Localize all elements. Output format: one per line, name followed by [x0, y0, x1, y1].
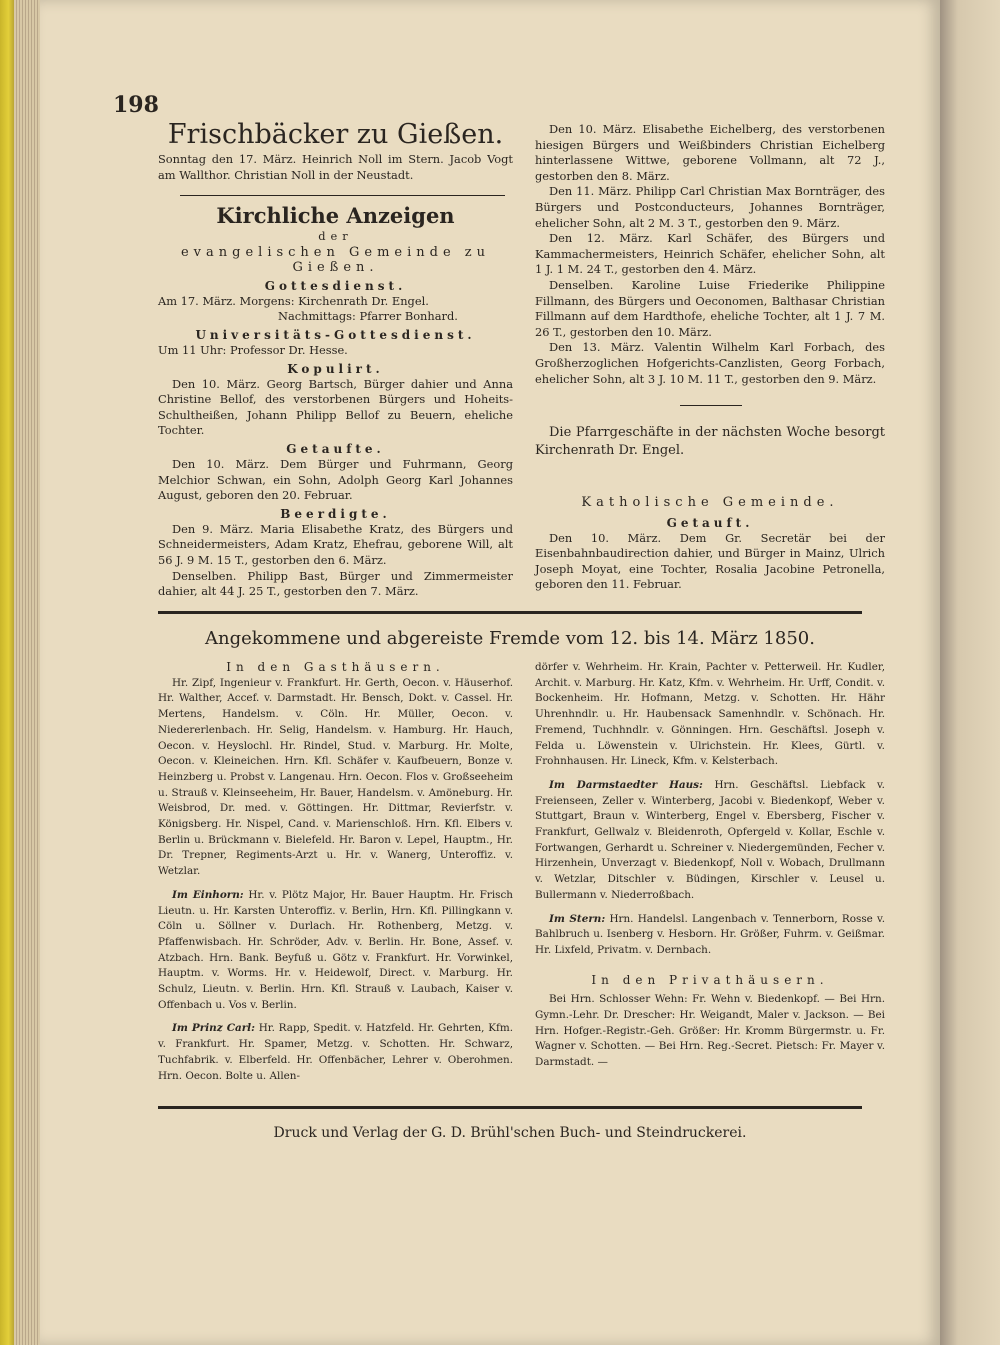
- einhorn-text: Hr. v. Plötz Major, Hr. Bauer Hauptm. Hr. Frisch Lieutn. u. Hr. Karsten Unteroffiz. v. Berlin, Hrn. Kfl. Pillingkann v. Cöln u. Söllner v. Durlach. Hr. Rothenberg, Metzg. v. Pfaffenwisbach. Hr. Schröder, Adv. v. Berlin. Hr. Bone, Assef. v. Atzbach. Hrn. Bank. Beyfuß u. Götz v. Frankfurt. Hr. Vorwinkel, Hauptm. v. Worms. Hr. v. Heidewolf, Direct. v. Marburg. Hr. Schulz, Lieutn. v. Berlin. Hrn. Kfl. Strauß v. Laubach, Kaiser v. Offenbach u. Vos v. Berlin.: [158, 888, 513, 1011]
- page-stack-edge: [14, 0, 40, 1345]
- kirchliche-gemeinde: evangelischen Gemeinde zu Gießen.: [180, 244, 490, 276]
- frischbaecker-title: Frischbäcker zu Gießen.: [167, 119, 504, 150]
- einhorn-label: Im Einhorn:: [172, 888, 244, 901]
- book-spine-edge: [0, 0, 14, 1345]
- fremde-right-text: dörfer v. Wehrheim. Hr. Krain, Pachter v. Petterweil. Hr. Kudler, Archit. v. Marburg. Hr. Katz, Kfm. v. Wehrheim. Hr. Urff, Condit. v. Bockenheim. Hr. Hofmann, Metzg. v. Schotten. Hr. Hähr Uhrenhndlr. u. Hr. Haubensack Samenhndlr. v. Schönach. Hr. Fremend, Tuchhndlr. v. Gönningen. Hrn. Geschäftsl. Joseph v. Felda u. Löwenstein v. Ulrichstein. Hr. Klees, Gürtl. v. Frohnhausen. Hr. Lineck, Kfm. v. Kelsterbach.: [535, 661, 885, 768]
- kopulirt-heading: Kopulirt.: [287, 361, 384, 376]
- beerdigte-text-1: Den 9. März. Maria Elisabethe Kratz, des Bürgers und Schneidermeisters, Adam Kratz, Ehefrau, geborene Will, alt 56 J. 9 M. 15 T., gestorben den 6. März.: [158, 521, 513, 567]
- prinz-carl-label: Im Prinz Carl:: [172, 1022, 255, 1035]
- getaufte-heading: Getaufte.: [286, 441, 385, 456]
- getaufte-text: Den 10. März. Dem Bürger und Fuhrmann, Georg Melchior Schwan, ein Sohn, Adolph Georg Karl Johannes August, geboren den 20. Februar.: [158, 456, 513, 503]
- katholische-heading: Katholische Gemeinde.: [581, 495, 839, 510]
- frischbaecker-text: Sonntag den 17. März. Heinrich Noll im Stern. Jacob Vogt am Wallthor. Christian Noll in der Neustadt.: [158, 152, 513, 182]
- death-notice-2: Den 11. März. Philipp Carl Christian Max Bornträger, des Bürgers und Postconducteurs, Johannes Bornträger, ehelicher Sohn, alt 2 M. 3 T., gestorben den 9. März.: [535, 184, 885, 230]
- short-divider: [680, 405, 742, 406]
- left-top-column: [158, 118, 513, 183]
- beerdigte-heading: Beerdigte.: [280, 506, 391, 521]
- kath-getauft-text: Den 10. März. Dem Gr. Secretär bei der Eisenbahnbaudirection dahier, und Bürger in Mainz, Ulrich Joseph Moyat, eine Tochter, Rosalia Jacobine Petronella, geboren den 11. Februar.: [535, 530, 885, 592]
- page-number: 198: [113, 92, 159, 118]
- kirchliche-title: Kirchliche Anzeigen: [216, 203, 455, 228]
- death-notice-4: Denselben. Karoline Luise Friederike Philippine Fillmann, des Bürgers und Oeconomen, Balthasar Christian Fillmann auf dem Hardthofe, eheliche Tochter, alt 1 J. 7 M. 26 T., gestorben den 10. März.: [535, 277, 885, 339]
- kirchliche-der: der: [318, 229, 353, 243]
- gasthaeuser-heading: In den Gasthäusern.: [226, 660, 445, 674]
- stern-label: Im Stern:: [549, 912, 606, 925]
- stern-text: Hrn. Handelsl. Langenbach v. Tennerborn, Rosse v. Bahlbruch u. Isenberg v. Hesborn. Hr. Größer, Fuhrm. v. Geißmar. Hr. Lixfeld, Privatm. v. Dernbach.: [535, 912, 885, 956]
- darmstaedter-label: Im Darmstaedter Haus:: [549, 778, 703, 791]
- beerdigte-text-2: Denselben. Philipp Bast, Bürger und Zimmermeister dahier, alt 44 J. 25 T., gestorben den 7. März.: [158, 568, 513, 599]
- universitaets-text: Um 11 Uhr: Professor Dr. Hesse.: [158, 342, 348, 357]
- imprint-footer: Druck und Verlag der G. D. Brühl'schen Buch- und Steindruckerei.: [273, 1125, 747, 1141]
- fremde-title: Angekommene und abgereiste Fremde vom 12. bis 14. März 1850.: [205, 628, 815, 649]
- kopulirt-text: Den 10. März. Georg Bartsch, Bürger dahier und Anna Christine Bellof, des verstorbenen Bürgers und Hoheits-Schultheißen, Johann Philipp Bellof zu Beuern, eheliche Tochter.: [158, 376, 513, 438]
- prinz-carl-text: Hr. Rapp, Spedit. v. Hatzfeld. Hr. Gehrten, Kfm. v. Frankfurt. Hr. Spamer, Metzg. v. Schotten. Hr. Schwarz, Tuchfabrik. v. Elberfeld. Hr. Offenbächer, Lehrer v. Oberohmen. Hrn. Oecon. Bolte u. Allen-: [158, 1022, 513, 1082]
- divider-line: [180, 195, 505, 196]
- privathaeuser-heading: In den Privathäusern.: [591, 972, 829, 987]
- death-notice-5: Den 13. März. Valentin Wilhelm Karl Forbach, des Großherzoglichen Hofgerichts-Canzlisten, Georg Forbach, ehelicher Sohn, alt 3 J. 10 M. 11 T., gestorben den 9. März.: [535, 340, 885, 386]
- pfarrgeschaefte-block: [535, 424, 885, 460]
- privathaeuser-text: Bei Hrn. Schlosser Wehn: Fr. Wehn v. Biedenkopf. — Bei Hrn. Gymn.-Lehr. Dr. Drescher: Hr. Weigandt, Maler v. Jackson. — Bei Hrn. Hofger.-Registr.-Geh. Größer: Hr. Kromm Bürgermstr. u. Fr. Wagner v. Schotten. — Bei Hrn. Reg.-Secret. Pietsch: Fr. Mayer v. Darmstadt. —: [535, 993, 885, 1069]
- katholische-section: [535, 495, 885, 593]
- kirchliche-section: [158, 203, 513, 600]
- gottesdienst-heading: Gottesdienst.: [264, 278, 407, 293]
- facing-page-edge: [940, 0, 1000, 1345]
- pfarrgeschaefte-text: Die Pfarrgeschäfte in der nächsten Woche besorgt Kirchenrath Dr. Engel.: [535, 425, 885, 458]
- gottesdienst-line-1: Am 17. März. Morgens: Kirchenrath Dr. Engel.: [158, 293, 429, 308]
- gasthaeuser-text: Hr. Zipf, Ingenieur v. Frankfurt. Hr. Gerth, Oecon. v. Häuserhof. Hr. Walther, Accef. v. Darmstadt. Hr. Bensch, Dokt. v. Cassel. Hr. Mertens, Handelsm. v. Cöln. Hr. Müller, Oecon. v. Niedererlenbach. Hr. Selig, Handelsm. v. Hamburg. Hr. Hauch, Oecon. v. Heyslochl. Hr. Rindel, Stud. v. Marburg. Hr. Molte, Oecon. v. Kleineichen. Hrn. Kfl. Schäfer v. Kaufbeuern, Bonze v. Heinzberg u. Probst v. Langenau. Hrn. Oecon. Flos v. Großseeheim u. Strauß v. Kleinseeheim, Hr. Bauer, Handelsm. v. Amöneburg. Hr. Weisbrod, Dr. med. v. Göttingen. Hr. Dittmar, Revierfstr. v. Königsberg. Hr. Nispel, Cand. v. Marienschloß. Hrn. Kfl. Elbers v. Berlin u. Brückmann v. Bielefeld. Hr. Baron v. Lepel, Hauptm., Hr. Dr. Trepner, Regiments-Arzt u. Hr. v. Wanerg, Unteroffiz. v. Wetzlar.: [158, 676, 513, 878]
- death-notice-3: Den 12. März. Karl Schäfer, des Bürgers und Kammachermeisters, Heinrich Schäfer, ehelicher Sohn, alt 1 J. 1 M. 24 T., gestorben den 4. März.: [535, 231, 885, 277]
- right-top-column: [535, 122, 885, 387]
- kath-getauft-heading: Getauft.: [666, 515, 754, 530]
- thick-divider-top: [158, 611, 862, 614]
- death-notice-1: Den 10. März. Elisabethe Eichelberg, des verstorbenen hiesigen Bürgers und Weißbinders Christian Eichelberg hinterlassene Wittwe, geborene Vollmann, alt 72 J., gestorben den 8. März.: [535, 122, 885, 183]
- fremde-right-column: [535, 660, 885, 1071]
- darmstaedter-text: Hrn. Geschäftsl. Liebfack v. Freienseen, Zeller v. Winterberg, Jacobi v. Biedenkopf, Weber v. Stuttgart, Braun v. Winterberg, Engel v. Ebersberg, Fischer v. Frankfurt, Gellwalz v. Bleidenroth, Opfergeld v. Kollar, Eschle v. Fortwangen, Gerhardt u. Schreiner v. Niedergemünden, Fecher v. Hirzenhein, Unverzagt v. Biedenkopf, Noll v. Wobach, Drullmann v. Wetzlar, Ditschler v. Büdingen, Kirschler v. Leusel u. Bullermann v. Niederroßbach.: [535, 778, 885, 901]
- universitaets-heading: Universitäts-Gottesdienst.: [195, 327, 476, 342]
- gottesdienst-line-2: Nachmittags: Pfarrer Bonhard.: [278, 309, 458, 324]
- thick-divider-bottom: [158, 1106, 862, 1109]
- fremde-left-column: [158, 660, 513, 1084]
